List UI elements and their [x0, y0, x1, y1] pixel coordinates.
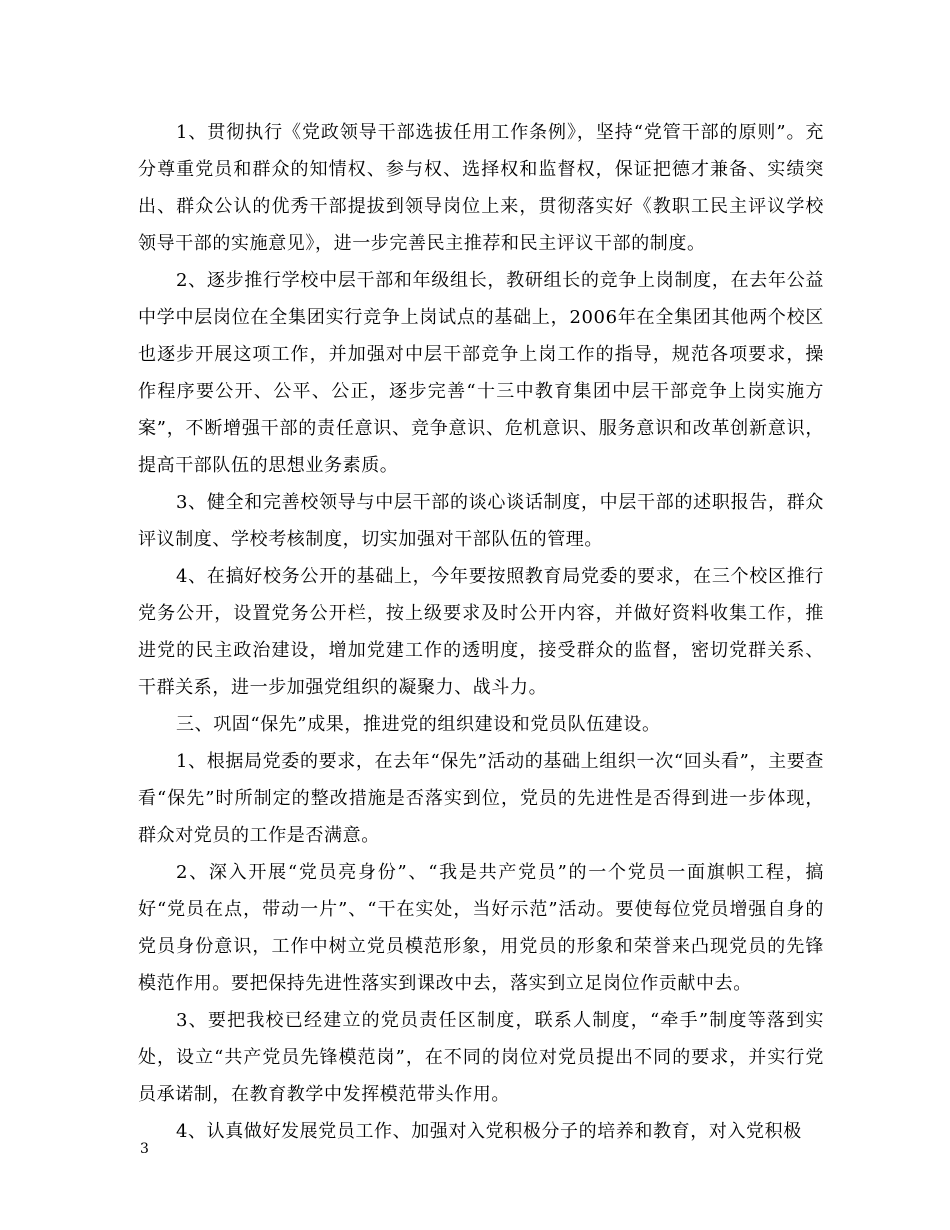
paragraph-member-development: 4、认真做好发展党员工作、加强对入党积极分子的培养和教育，对入党积极: [176, 1121, 802, 1142]
section-heading-three: 三、巩固“保先”成果，推进党的组织建设和党员队伍建设。: [176, 714, 661, 735]
paragraph-party-member-identity: 2、深入开展“党员亮身份”、“我是共产党员”的一个党员一面旗帜工程，搞好“党员在点，带动一片”、“干在实处，当好示范”活动。要使每位党员增强自身的党员身份意识，工作中树立党员模范形象，用党员的形象和荣誉来凸现党员的先锋模范作用。要把保持先进性落实到课改中去，落实到立足岗位作贡献中去。: [138, 862, 824, 994]
paragraph-competitive-posts: 2、逐步推行学校中层干部和年级组长，教研组长的竞争上岗制度，在去年公益中学中层岗位在全集团实行竞争上岗试点的基础上，2006年在全集团其他两个校区也逐步开展这项工作，并加强对中层干部竞争上岗工作的指导，规范各项要求，操作程序要公开、公平、公正，逐步完善“十三中教育集团中层干部竞争上岗实施方案”，不断增强干部的责任意识、竞争意识、危机意识、服务意识和改革创新意识，提高干部队伍的思想业务素质。: [138, 270, 824, 476]
paragraph-cadre-selection: 1、贯彻执行《党政领导干部选拔任用工作条例》，坚持“党管干部的原则”。充分尊重党员和群众的知情权、参与权、选择权和监督权，保证把德才兼备、实绩突出、群众公认的优秀干部提拔到领导岗位上来，贯彻落实好《教职工民主评议学校领导干部的实施意见》，进一步完善民主推荐和民主评议干部的制度。: [138, 122, 824, 254]
paragraph-talk-system: 3、健全和完善校领导与中层干部的谈心谈话制度，中层干部的述职报告，群众评议制度、学校考核制度，切实加强对干部队伍的管理。: [138, 492, 824, 550]
document-body: [138, 114, 824, 1150]
paragraph-responsibility-system: 3、要把我校已经建立的党员责任区制度，联系人制度，“牵手”制度等落到实处，设立“共产党员先锋模范岗”，在不同的岗位对党员提出不同的要求，并实行党员承诺制，在教育教学中发挥模范带头作用。: [138, 1010, 824, 1105]
paragraph-party-affairs-disclosure: 4、在搞好校务公开的基础上，今年要按照教育局党委的要求，在三个校区推行党务公开，设置党务公开栏，按上级要求及时公开内容，并做好资料收集工作，推进党的民主政治建设，增加党建工作的透明度，接受群众的监督，密切党群关系、干群关系，进一步加强党组织的凝聚力、战斗力。: [138, 566, 824, 698]
paragraph-review: 1、根据局党委的要求，在去年“保先”活动的基础上组织一次“回头看”，主要查看“保先”时所制定的整改措施是否落实到位，党员的先进性是否得到进一步体现，群众对党员的工作是否满意。: [138, 751, 824, 846]
page-number: 3: [140, 1141, 149, 1157]
